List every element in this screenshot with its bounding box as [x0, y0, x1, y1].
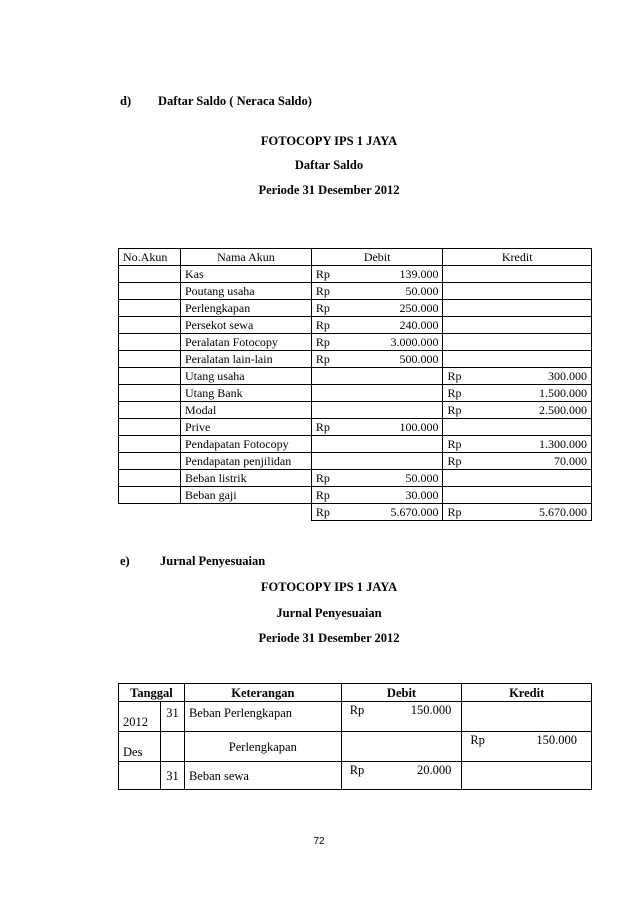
account-number [119, 334, 181, 351]
account-number [119, 266, 181, 283]
account-name: Kas [180, 266, 311, 283]
header-debit-e: Debit [341, 684, 462, 702]
header-tanggal: Tanggal [119, 684, 185, 702]
kredit-cell [443, 283, 592, 300]
table-header-row [119, 249, 592, 266]
table-row [119, 419, 592, 436]
kredit-cell: Rp 2.500.000 [443, 402, 592, 419]
account-number [119, 300, 181, 317]
table-row [119, 385, 592, 402]
debit-cell: Rp 30.000 [311, 487, 443, 504]
journal-debit [341, 732, 462, 762]
debit-cell: Rp 50.000 [311, 283, 443, 300]
kredit-cell: Rp 1.300.000 [443, 436, 592, 453]
account-number [119, 436, 181, 453]
debit-cell: Rp 100.000 [311, 419, 443, 436]
journal-month: Des [119, 732, 161, 762]
account-name: Utang Bank [180, 385, 311, 402]
account-name: Peralatan Fotocopy [180, 334, 311, 351]
table-row [119, 266, 592, 283]
header-keterangan: Keterangan [184, 684, 341, 702]
kredit-cell [443, 419, 592, 436]
kredit-cell: Rp 1.500.000 [443, 385, 592, 402]
table-row [119, 402, 592, 419]
kredit-cell [443, 317, 592, 334]
debit-cell: Rp 50.000 [311, 470, 443, 487]
kredit-cell: Rp 70.000 [443, 453, 592, 470]
total-kredit: Rp 5.670.000 [443, 504, 592, 521]
journal-row [119, 762, 592, 790]
company-title-d: FOTOCOPY IPS 1 JAYA [260, 134, 398, 148]
account-name: Pendapatan penjilidan [180, 453, 311, 470]
account-name: Utang usaha [180, 368, 311, 385]
kredit-cell [443, 351, 592, 368]
debit-cell: Rp 139.000 [311, 266, 443, 283]
account-name: Poutang usaha [180, 283, 311, 300]
table-row [119, 487, 592, 504]
journal-desc: Beban Perlengkapan [184, 702, 341, 732]
section-d-title: Daftar Saldo ( Neraca Saldo) [158, 94, 312, 108]
account-number [119, 487, 181, 504]
account-number [119, 453, 181, 470]
table-row [119, 351, 592, 368]
table-row [119, 283, 592, 300]
journal-desc: Beban sewa [184, 762, 341, 790]
account-name: Modal [180, 402, 311, 419]
debit-cell: Rp 3.000.000 [311, 334, 443, 351]
trial-balance-table [118, 248, 592, 521]
account-number [119, 385, 181, 402]
kredit-cell: Rp 300.000 [443, 368, 592, 385]
account-number [119, 351, 181, 368]
doc-title-e: Jurnal Penyesuaian [276, 606, 382, 620]
table-row [119, 453, 592, 470]
header-no-akun: No.Akun [119, 249, 181, 266]
kredit-cell [443, 300, 592, 317]
journal-day: 31 [160, 762, 184, 790]
header-nama-akun: Nama Akun [180, 249, 311, 266]
table-row [119, 300, 592, 317]
total-row [119, 504, 592, 521]
debit-cell [311, 385, 443, 402]
account-name: Beban gaji [180, 487, 311, 504]
account-number [119, 317, 181, 334]
account-name: Beban listrik [180, 470, 311, 487]
company-title-e: FOTOCOPY IPS 1 JAYA [260, 580, 398, 594]
header-debit: Debit [311, 249, 443, 266]
account-name: Prive [180, 419, 311, 436]
table-row [119, 334, 592, 351]
debit-cell: Rp 250.000 [311, 300, 443, 317]
table-row [119, 368, 592, 385]
account-number [119, 470, 181, 487]
table-row [119, 317, 592, 334]
journal-kredit [462, 762, 592, 790]
journal-day [160, 732, 184, 762]
account-number [119, 368, 181, 385]
section-d-letter: d) [120, 94, 132, 108]
page-number: 72 [313, 836, 325, 847]
section-e-title: Jurnal Penyesuaian [160, 554, 266, 568]
account-number [119, 283, 181, 300]
journal-header-row [119, 684, 592, 702]
debit-cell: Rp 500.000 [311, 351, 443, 368]
table-row [119, 470, 592, 487]
debit-cell: Rp 240.000 [311, 317, 443, 334]
header-kredit: Kredit [443, 249, 592, 266]
journal-row [119, 732, 592, 762]
period-e: Periode 31 Desember 2012 [258, 631, 400, 645]
journal-kredit [462, 702, 592, 732]
period-d: Periode 31 Desember 2012 [258, 183, 400, 197]
account-name: Perlengkapan [180, 300, 311, 317]
kredit-cell [443, 487, 592, 504]
kredit-cell [443, 334, 592, 351]
adjusting-journal-table [118, 683, 592, 790]
debit-cell [311, 436, 443, 453]
account-number [119, 402, 181, 419]
account-name: Pendapatan Fotocopy [180, 436, 311, 453]
account-name: Persekot sewa [180, 317, 311, 334]
account-name: Peralatan lain-lain [180, 351, 311, 368]
journal-debit: Rp 20.000 [341, 762, 462, 790]
journal-day: 31 [160, 702, 184, 732]
journal-row [119, 702, 592, 732]
debit-cell [311, 368, 443, 385]
kredit-cell [443, 470, 592, 487]
journal-kredit: Rp 150.000 [462, 732, 592, 762]
journal-desc: Perlengkapan [184, 732, 341, 762]
journal-debit: Rp 150.000 [341, 702, 462, 732]
journal-year: 2012 [119, 702, 161, 732]
debit-cell [311, 402, 443, 419]
account-number [119, 419, 181, 436]
debit-cell [311, 453, 443, 470]
table-row [119, 436, 592, 453]
header-kredit-e: Kredit [462, 684, 592, 702]
doc-title-d: Daftar Saldo [294, 158, 364, 172]
total-debit: Rp 5.670.000 [311, 504, 443, 521]
section-e-letter: e) [120, 554, 130, 568]
kredit-cell [443, 266, 592, 283]
